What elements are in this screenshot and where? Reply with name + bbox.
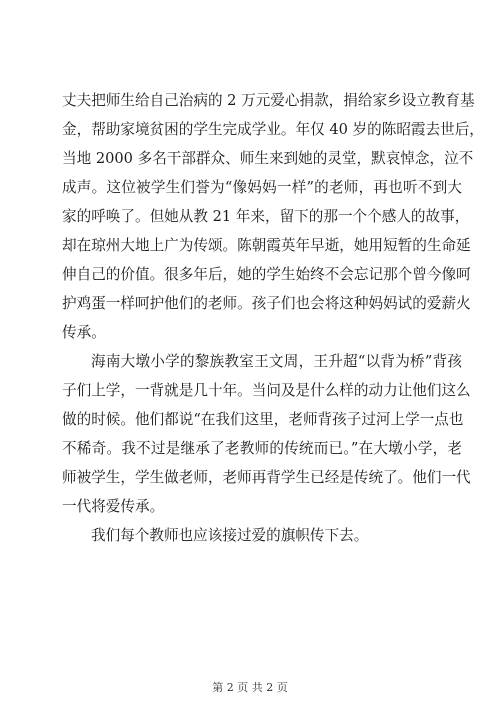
- paragraph-2-line-4: 不稀奇。我不过是继承了老教师的传统而已。”在大墩小学，老: [62, 440, 462, 457]
- paragraph-1-line-1: 丈夫把师生给自己治病的 2 万元爱心捐款，捐给家乡设立教育基: [62, 92, 475, 109]
- paragraph-1-line-5: 家的呼唤了。但她从教 21 年来，留下的那一个个感人的故事，: [62, 208, 470, 225]
- paragraph-1-line-8: 护鸡蛋一样呵护他们的老师。孩子们也会将这种妈妈试的爱薪火: [62, 295, 471, 312]
- paragraph-1-line-6: 却在琼州大地上广为传颂。陈朝霞英年早逝，她用短暂的生命延: [62, 237, 471, 254]
- paragraph-2-line-2: 子们上学，一背就是几十年。当问及是什么样的动力让他们这么: [62, 382, 471, 399]
- paragraph-1-line-3: 当地 2000 多名干部群众、师生来到她的灵堂，默哀悼念，泣不: [62, 150, 474, 167]
- paragraph-1-line-2: 金，帮助家境贫困的学生完成学业。年仅 40 岁的陈昭霞去世后，: [62, 121, 484, 138]
- paragraph-3-line-1: 我们每个教师也应该接过爱的旗帜传下去。: [91, 527, 369, 544]
- paragraph-1-line-9: 传承。: [62, 324, 106, 341]
- paragraph-2-line-5: 师被学生，学生做老师，老师再背学生已经是传统了。他们一代: [62, 469, 471, 486]
- paragraph-2-line-1: 海南大墩小学的黎族教室王文周，王升超“以背为桥”背孩: [91, 353, 462, 370]
- paragraph-2-line-6: 一代将爱传承。: [62, 498, 165, 515]
- paragraph-1-line-7: 伸自己的价值。很多年后，她的学生始终不会忘记那个曾今像呵: [62, 266, 471, 283]
- page-footer: 第 2 页 共 2 页: [212, 681, 288, 694]
- paragraph-2-line-3: 做的时候。他们都说“在我们这里，老师背孩子过河上学一点也: [62, 411, 464, 428]
- paragraph-1-line-4: 成声。这位被学生们誉为“像妈妈一样”的老师，再也听不到大: [62, 179, 462, 196]
